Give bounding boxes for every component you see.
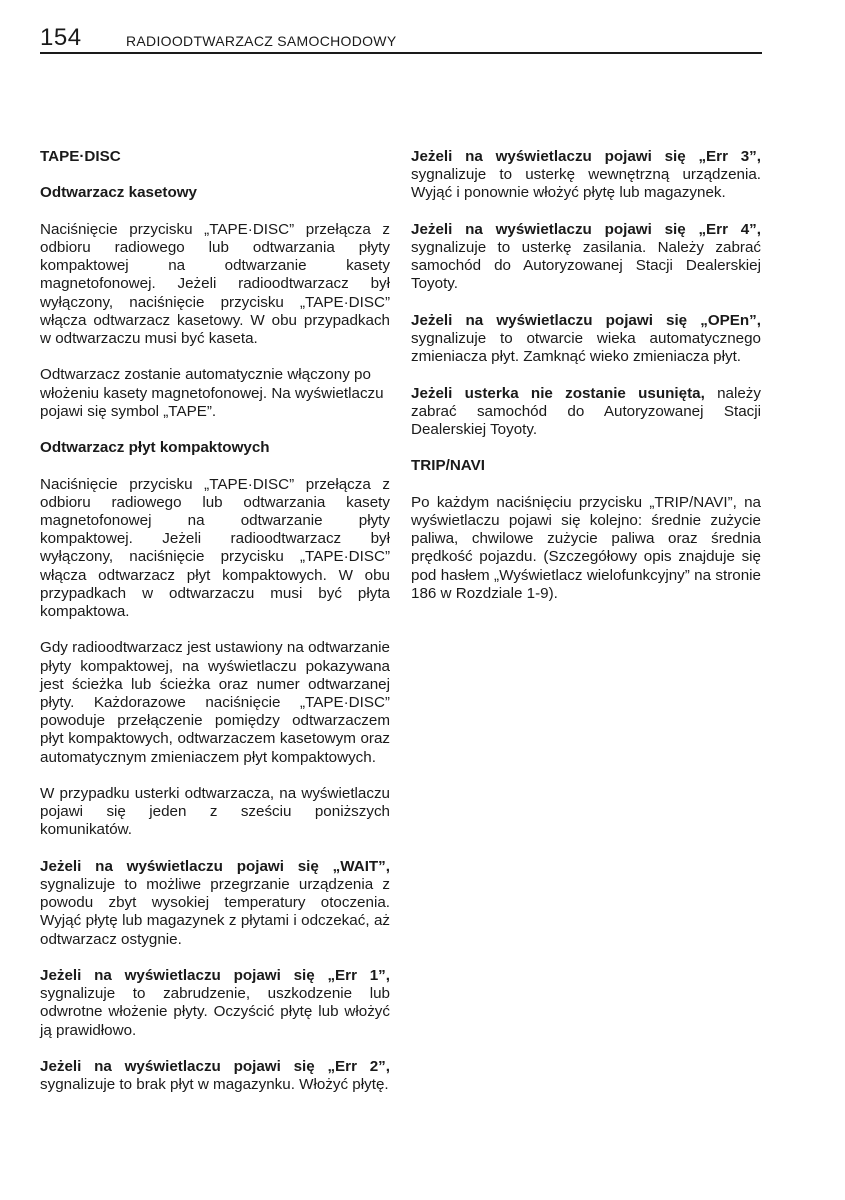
message-wait-text: sygnalizuje to możliwe przegrzanie urządzenia z powodu zbyt wysokiej temperatury otoczenia. Wyjąć płytę lub magazynek z płytami i odczekać, aż odtwarzacz ostygnie.: [40, 876, 390, 948]
message-err3: [411, 148, 761, 203]
message-err2: [40, 1058, 390, 1094]
message-open-text: sygnalizuje to otwarcie wieka automatycznego zmieniacza płyt. Zamknąć wieko zmieniacza płyt.: [411, 330, 761, 366]
message-fault-persists-label: Jeżeli usterka nie zostanie usunięta,: [411, 384, 705, 402]
section-heading-trip-navi: TRIP/NAVI: [411, 457, 485, 475]
message-err4-text: sygnalizuje to usterkę zasilania. Należy zabrać samochód do Autoryzowanej Stacji Dealerskiej Toyoty.: [411, 239, 761, 293]
message-err4: [411, 221, 761, 294]
subheading-cd-player: Odtwarzacz płyt kompaktowych: [40, 439, 270, 457]
message-err2-text: sygnalizuje to brak płyt w magazynku. Włożyć płytę.: [40, 1076, 389, 1094]
paragraph-fault-intro: W przypadku usterki odtwarzacza, na wyświetlaczu pojawi się jeden z sześciu poniższych komunikatów.: [40, 785, 390, 839]
message-wait-label: Jeżeli na wyświetlaczu pojawi się „WAIT”,: [40, 857, 390, 875]
message-err3-label: Jeżeli na wyświetlaczu pojawi się „Err 3”,: [411, 148, 761, 165]
section-heading-tape-disc: TAPE·DISC: [40, 148, 121, 165]
message-fault-persists: [411, 385, 761, 440]
message-err1-label: Jeżeli na wyświetlaczu pojawi się „Err 1”,: [40, 967, 390, 984]
message-err4-label: Jeżeli na wyświetlaczu pojawi się „Err 4”,: [411, 220, 761, 238]
paragraph-cd-2: Gdy radioodtwarzacz jest ustawiony na odtwarzanie płyty kompaktowej, na wyświetlaczu pokazywana jest ścieżka lub ścieżka oraz numer odtwarzanej płyty. Każdorazowe naciśnięcie „TAPE·DISC” powoduje przełączenie pomiędzy odtwarzaczem płyt kompaktowych, odtwarzaczem kasetowym oraz automatycznym zmieniaczem płyt kompaktowych.: [40, 639, 390, 766]
message-err3-text: sygnalizuje to usterkę wewnętrzną urządzenia. Wyjąć i ponownie włożyć płytę lub magazynek.: [411, 166, 761, 202]
paragraph-cd-1: Naciśnięcie przycisku „TAPE·DISC” przełącza z odbioru radiowego lub odtwarzania kasety magnetofonowej na odtwarzanie płyty kompaktowej. Jeżeli radioodtwarzacz był wyłączony, naciśnięcie przycisku „TAPE·DISC” włącza odtwarzacz płyt kompaktowych. W obu przypadkach w odtwarzaczu musi być płyta kompaktowa.: [40, 475, 390, 620]
message-err1: [40, 967, 390, 1040]
left-column: [40, 148, 390, 1113]
page-header: [40, 26, 762, 54]
message-fault-persists-text: należy zabrać samochód do Autoryzowanej Stacji Dealerskiej Toyoty.: [411, 384, 761, 438]
message-open: [411, 312, 761, 367]
page-number: 154: [40, 24, 82, 51]
paragraph-trip-navi: Po każdym naciśnięciu przycisku „TRIP/NAVI”, na wyświetlaczu pojawi się kolejno: średnie zużycie paliwa, chwilowe zużycie paliwa oraz średnia prędkość pojazdu. (Szczegółowy opis znajduje się pod hasłem „Wyświetlacz wielofunkcyjny” na stronie 186 w Rozdziale 1-9).: [411, 493, 761, 602]
message-wait: [40, 858, 390, 949]
chapter-title: RADIOODTWARZACZ SAMOCHODOWY: [126, 33, 397, 49]
paragraph-cassette-1: Naciśnięcie przycisku „TAPE·DISC” przełącza z odbioru radiowego lub odtwarzania płyty kompaktowej na odtwarzanie kasety magnetofonowej. Jeżeli radioodtwarzacz był wyłączony, naciśnięcie przycisku „TAPE·DISC” włącza odtwarzacz kasetowy. W obu przypadkach w odtwarzaczu musi być kaseta.: [40, 220, 390, 347]
paragraph-cassette-2: Odtwarzacz zostanie automatycznie włączony po włożeniu kasety magnetofonowej. Na wyświetlaczu pojawi się symbol „TAPE”.: [40, 366, 384, 420]
right-column: [411, 148, 761, 621]
message-err1-text: sygnalizuje to zabrudzenie, uszkodzenie lub odwrotne włożenie płyty. Oczyścić płytę lub włożyć ją prawidłowo.: [40, 985, 390, 1039]
message-open-label: Jeżeli na wyświetlaczu pojawi się „OPEn”,: [411, 311, 761, 329]
message-err2-label: Jeżeli na wyświetlaczu pojawi się „Err 2”,: [40, 1058, 390, 1075]
subheading-cassette-player: Odtwarzacz kasetowy: [40, 184, 197, 202]
